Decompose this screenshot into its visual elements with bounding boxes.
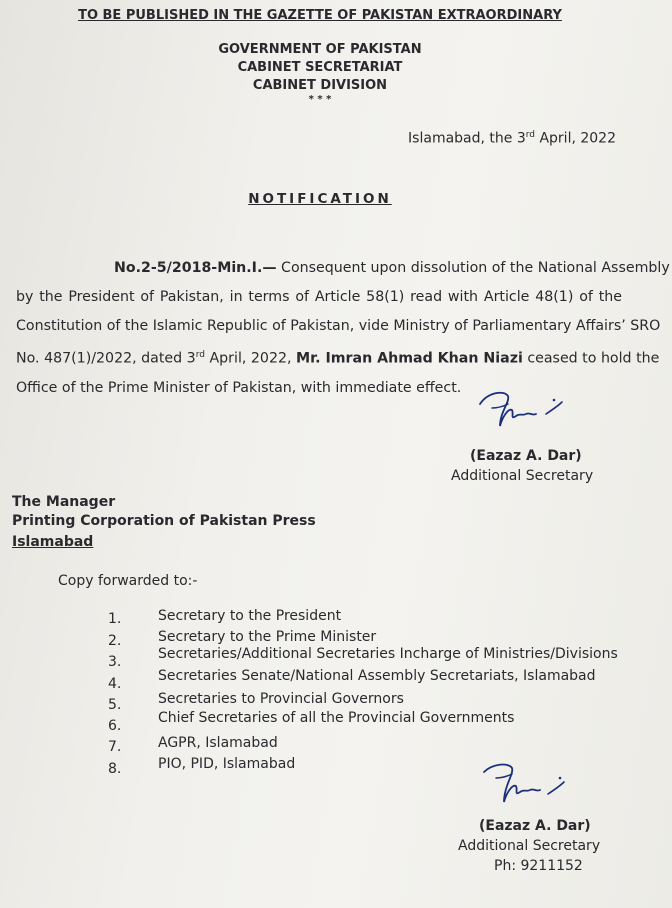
header-cabinet-secretariat: CABINET SECRETARIAT <box>237 60 403 75</box>
signatory-1-title: Additional Secretary <box>451 468 594 484</box>
recipient-item: Secretaries to Provincial Governors <box>158 691 404 707</box>
signatory-2-phone: Ph: 9211152 <box>494 858 583 874</box>
recipient-number: 5. <box>108 697 122 713</box>
signature-1-icon <box>474 386 570 438</box>
recipient-item: Chief Secretaries of all the Provincial Governments <box>158 710 515 726</box>
recipient-number: 8. <box>108 761 122 777</box>
document-date: Islamabad, the 3rd April, 2022 <box>408 130 616 147</box>
header-cabinet-division: CABINET DIVISION <box>252 78 388 93</box>
body-line-4: No. 487(1)/2022, dated 3rd April, 2022, Mr. Imran Ahmad Khan Niazi ceased to hold the <box>16 350 660 367</box>
body-line-2: by the President of Pakistan, in terms of Article 58(1) read with Article 48(1) of the <box>16 289 622 305</box>
body-line-3: Constitution of the Islamic Republic of Pakistan, vide Ministry of Parliamentary Affairs’ SRO <box>16 318 661 334</box>
recipient-number: 3. <box>108 654 122 670</box>
signatory-1-name: (Eazaz A. Dar) <box>470 448 582 464</box>
recipient-number: 7. <box>108 739 122 755</box>
notification-body <box>16 254 670 403</box>
recipient-item: PIO, PID, Islamabad <box>158 756 296 772</box>
header-government: GOVERNMENT OF PAKISTAN <box>218 42 422 57</box>
header-stars: * * * <box>308 94 332 105</box>
signatory-2-title: Additional Secretary <box>458 838 601 854</box>
addressee-organization: Printing Corporation of Pakistan Press <box>12 513 316 529</box>
signatory-2-name: (Eazaz A. Dar) <box>479 818 591 834</box>
recipient-item: Secretaries/Additional Secretaries Incharge of Ministries/Divisions <box>158 646 618 662</box>
recipient-number: 1. <box>108 611 122 627</box>
recipient-item: AGPR, Islamabad <box>158 735 278 751</box>
notification-title: NOTIFICATION <box>248 191 392 207</box>
recipient-item: Secretaries Senate/National Assembly Secretariats, Islamabad <box>158 668 596 684</box>
recipient-number: 2. <box>108 633 122 649</box>
addressee-manager: The Manager <box>12 494 116 510</box>
recipient-number: 6. <box>108 718 122 734</box>
addressee-city: Islamabad <box>12 534 94 550</box>
copy-forwarded-label: Copy forwarded to:- <box>58 573 198 589</box>
recipient-item: Secretary to the President <box>158 608 342 624</box>
recipient-item: Secretary to the Prime Minister <box>158 629 377 645</box>
signature-2-icon <box>480 760 576 816</box>
body-line-5: Office of the Prime Minister of Pakistan, with immediate effect. <box>16 379 462 396</box>
body-line-1: No.2-5/2018-Min.I.— Consequent upon dissolution of the National Assembly <box>114 260 670 276</box>
gazette-heading: TO BE PUBLISHED IN THE GAZETTE OF PAKISTAN EXTRAORDINARY <box>78 8 562 23</box>
recipient-number: 4. <box>108 676 122 692</box>
